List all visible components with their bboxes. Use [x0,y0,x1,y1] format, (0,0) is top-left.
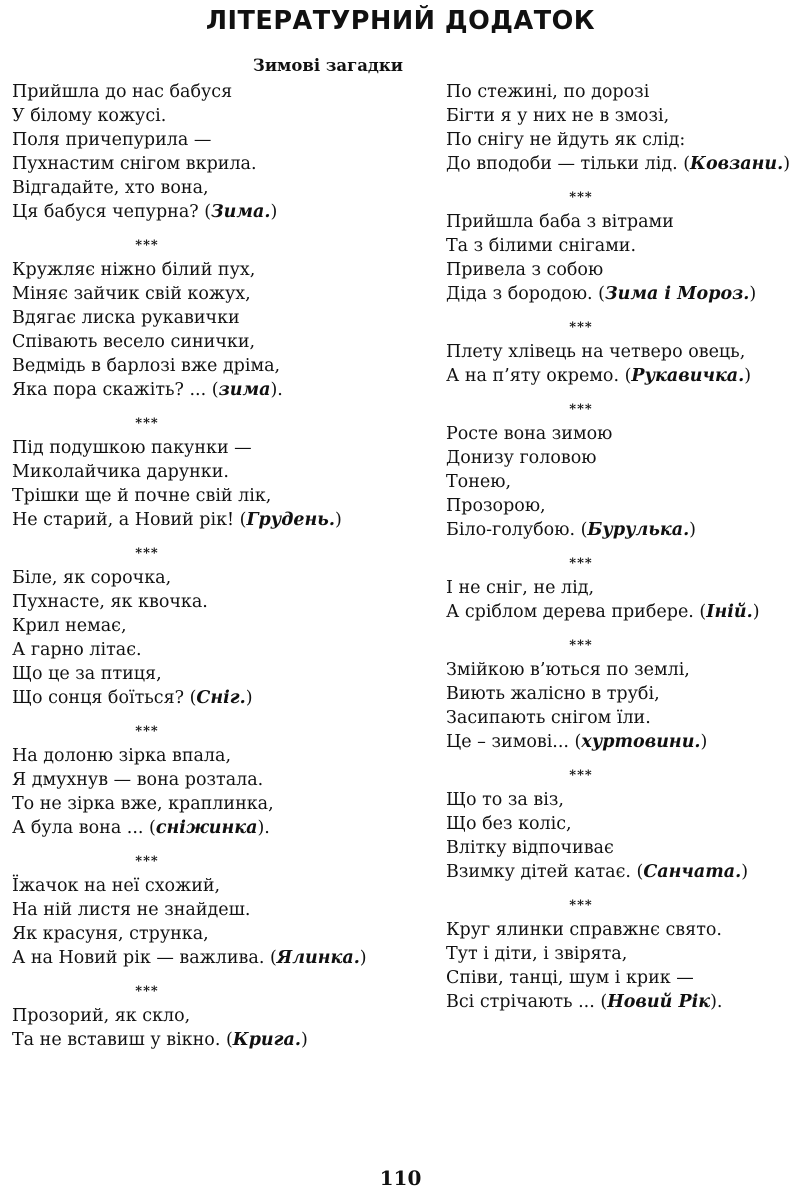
riddle-separator: *** [135,984,159,999]
riddle [12,436,422,532]
riddle-text: Ведмідь в барлозі вже дріма, [12,356,281,376]
riddle-line [446,706,798,730]
riddle [12,744,422,840]
riddle-separator: *** [135,546,159,561]
riddle-line [12,816,422,840]
riddle-text: Пухнасте, як квочка. [12,592,208,612]
riddle [446,422,798,542]
riddle-text: Я дмухнув — вона розтала. [12,770,264,790]
riddle-text: Трішки ще й почне свій лік, [12,486,272,506]
riddle-line [446,494,798,518]
riddle-line [446,470,798,494]
riddle-answer: Ялинка. [276,948,360,968]
riddle-line [446,128,798,152]
riddle-text: Крил немає, [12,616,127,636]
riddle-separator: *** [135,238,159,253]
riddle-punctuation: ). [270,380,283,400]
riddle-text: Плету хлівець на четверо овець, [446,342,746,362]
riddle-punctuation: ) [741,862,749,882]
riddle-line [12,508,422,532]
riddle-line [12,436,422,460]
riddle-text: Діда з бородою. ( [446,284,606,304]
riddle-answer: Ковзани. [690,154,784,174]
riddle-line [446,788,798,812]
riddle-separator: *** [569,320,593,335]
riddle-line [446,104,798,128]
riddle-punctuation: ) [300,1030,308,1050]
riddle-punctuation: ) [689,520,696,540]
riddle-text: Всі стрічають ... ( [446,992,608,1012]
riddle-line [446,942,798,966]
riddle-punctuation: ) [744,366,752,386]
riddle-text: Тут і діти, і звірята, [446,944,628,964]
riddle-line [446,990,798,1014]
riddle-line [12,330,422,354]
riddle-text: Засипають снігом їли. [446,708,651,728]
riddle-text: Що сонця боїться? ( [12,688,197,708]
riddle-text: Що це за птиця, [12,664,162,684]
page-title: ЛІТЕРАТУРНИЙ ДОДАТОК [205,6,596,36]
riddle-text: Біло-голубою. ( [446,520,588,540]
riddle-line [446,518,798,542]
riddle-line [446,364,798,388]
riddle-answer: Грудень. [246,510,335,530]
riddle-line [12,768,422,792]
riddle-text: Співають весело синички, [12,332,256,352]
riddle [12,874,422,970]
riddle [12,258,422,402]
riddle-punctuation: ). [257,818,270,838]
riddle-text: Виють жалісно в трубі, [446,684,660,704]
riddle-text: На ній листя не знайдеш. [12,900,251,920]
riddle-text: Бігти я у них не в змозі, [446,106,670,126]
left-column [12,80,422,1052]
riddle-text: То не зірка вже, краплинка, [12,794,274,814]
riddle-answer: Санчата. [643,862,742,882]
riddle-line [446,340,798,364]
riddle [446,918,798,1014]
riddle-answer: Зима і Мороз. [605,284,750,304]
riddle-text: І не сніг, не лід, [446,578,595,598]
riddle-line [446,730,798,754]
riddle-line [12,378,422,402]
riddle-line [12,590,422,614]
riddle-text: Відгадайте, хто вона, [12,178,209,198]
riddle-line [446,600,798,624]
riddle-line [446,682,798,706]
riddle-line [12,80,422,104]
page-number: 110 [379,1166,422,1190]
riddle-line [12,354,422,378]
riddle-separator: *** [569,898,593,913]
riddle-line [12,1004,422,1028]
riddle-text: А на п’яту окремо. ( [446,366,632,386]
riddle-line [446,860,798,884]
riddle-line [12,686,422,710]
riddle-line [12,614,422,638]
riddle-text: Прозорою, [446,496,546,516]
riddle-line [446,446,798,470]
riddle-separator: *** [569,556,593,571]
riddle-text: Росте вона зимою [446,424,613,444]
riddle [12,80,422,224]
riddle-punctuation: ) [752,602,760,622]
riddle-text: А гарно літає. [12,640,142,660]
riddle-punctuation: ). [710,992,723,1012]
riddle-punctuation: ) [334,510,342,530]
riddle-text: А сріблом дерева прибере. ( [446,602,707,622]
riddle-line [12,282,422,306]
riddle-line [446,152,798,176]
riddle-text: Миколайчика дарунки. [12,462,229,482]
riddle-line [446,576,798,600]
riddle-line [12,200,422,224]
riddle-answer: хуртовини. [581,732,701,752]
riddle-text: Прийшла баба з вітрами [446,212,674,232]
riddle-text: До вподоби — тільки лід. ( [446,154,691,174]
riddle-text: Як красуня, струнка, [12,924,209,944]
riddle-line [12,662,422,686]
riddle-text: Пухнастим снігом вкрила. [12,154,257,174]
riddle-line [446,422,798,446]
riddle [446,658,798,754]
riddle-text: Міняє зайчик свій кожух, [12,284,251,304]
riddle-text: Взимку дітей катає. ( [446,862,644,882]
riddle-answer: Крига. [232,1030,301,1050]
riddle-text: Яка пора скажіть? ... ( [12,380,219,400]
riddle-line [12,946,422,970]
riddle-text: Біле, як сорочка, [12,568,172,588]
riddle-line [12,898,422,922]
riddle-punctuation: ) [245,688,253,708]
riddle-text: На долоню зірка впала, [12,746,232,766]
riddle-text: Їжачок на неї схожий, [12,876,221,896]
riddle-answer: Бурулька. [587,520,690,540]
riddle-answer: Іній. [706,602,753,622]
riddle-text: Кружляє ніжно білий пух, [12,260,256,280]
riddle-text: Не старий, а Новий рік! ( [12,510,247,530]
riddle-line [446,80,798,104]
riddle [446,340,798,388]
riddle-answer: Сніг. [196,688,246,708]
riddle-separator: *** [569,768,593,783]
riddle-line [446,258,798,282]
riddle-separator: *** [135,416,159,431]
riddle-answer: Зима. [211,202,271,222]
riddle [12,1004,422,1052]
riddle-line [446,918,798,942]
riddle-separator: *** [569,190,593,205]
riddle-punctuation: ) [783,154,791,174]
riddle [446,576,798,624]
riddle-text: По стежині, по дорозі [446,82,650,102]
riddle-text: Співи, танці, шум і крик — [446,968,694,988]
riddle-line [12,128,422,152]
riddle [12,566,422,710]
riddle-answer: сніжинка [155,818,258,838]
riddle-text: Прийшла до нас бабуся [12,82,233,102]
riddle-punctuation: ) [270,202,278,222]
riddle-line [12,258,422,282]
riddle-answer: Новий Рік [607,992,711,1012]
riddle-punctuation: ) [749,284,757,304]
riddle-text: Прозорий, як скло, [12,1006,191,1026]
riddle-text: Ця бабуся чепурна? ( [12,202,212,222]
riddle-line [12,306,422,330]
riddle-text: Поля причепурила — [12,130,212,150]
section-subtitle: Зимові загадки [252,56,404,75]
riddle-separator: *** [569,638,593,653]
riddle-text: Влітку відпочиває [446,838,614,858]
riddle-separator: *** [569,402,593,417]
riddle-line [12,460,422,484]
riddle-separator: *** [135,854,159,869]
riddle-punctuation: ) [359,948,367,968]
riddle-line [446,210,798,234]
riddle-line [12,176,422,200]
riddle-text: Це – зимові... ( [446,732,582,752]
riddle-line [12,152,422,176]
riddle-text: А на Новий рік — важлива. ( [12,948,277,968]
riddle-text: Донизу головою [446,448,597,468]
riddle-line [446,658,798,682]
riddle-line [12,104,422,128]
riddle-text: Привела з собою [446,260,604,280]
riddle-text: Та не вставиш у вікно. ( [12,1030,233,1050]
riddle [446,788,798,884]
riddle-line [12,638,422,662]
riddle-answer: зима [218,380,271,400]
riddle-line [12,874,422,898]
riddle-line [446,812,798,836]
riddle-text: Круг ялинки справжнє свято. [446,920,722,940]
riddle-text: Що без коліс, [446,814,572,834]
riddle-text: Вдягає лиска рукавички [12,308,240,328]
riddle-answer: Рукавичка. [631,366,745,386]
riddle-line [12,1028,422,1052]
riddle-line [12,566,422,590]
riddle-separator: *** [135,724,159,739]
riddle-text: Змійкою в’ються по землі, [446,660,690,680]
riddle-text: У білому кожусі. [12,106,167,126]
riddle-line [12,792,422,816]
riddle-text: Що то за віз, [446,790,564,810]
riddle-text: Та з білими снігами. [446,236,637,256]
riddle-line [12,484,422,508]
riddle-text: Під подушкою пакунки — [12,438,252,458]
riddle [446,80,798,176]
riddle-text: По снігу не йдуть як слід: [446,130,686,150]
riddle-line [446,234,798,258]
riddle-text: А була вона ... ( [12,818,156,838]
riddle-line [446,966,798,990]
riddle [446,210,798,306]
riddle-text: Тонею, [446,472,512,492]
right-column [446,80,798,1014]
riddle-line [446,836,798,860]
riddle-line [12,922,422,946]
riddle-line [446,282,798,306]
riddle-line [12,744,422,768]
riddle-punctuation: ) [700,732,708,752]
